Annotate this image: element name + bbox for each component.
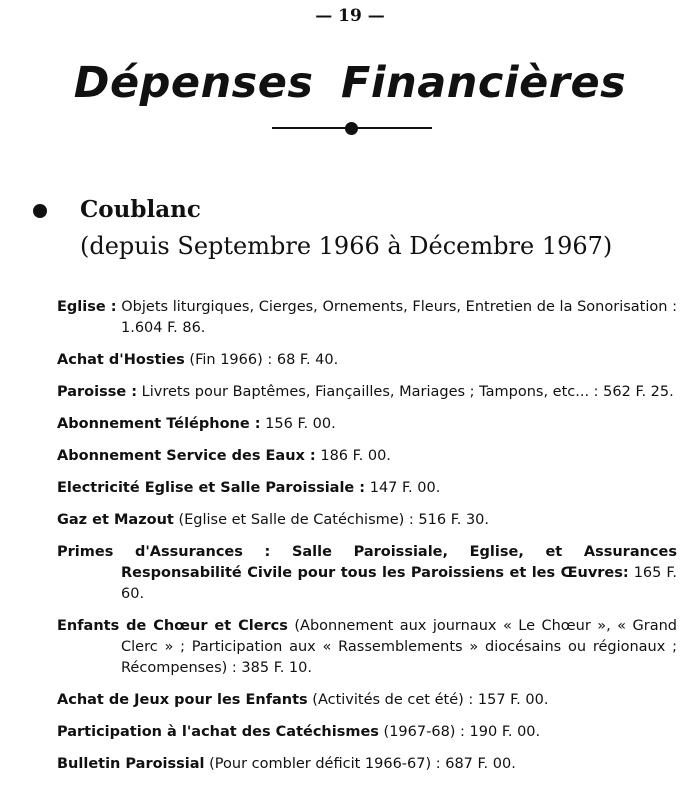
expense-entry: [57, 754, 677, 775]
expense-detail: (Fin 1966) : 68 F. 40.: [184, 352, 339, 368]
expense-label: Eglise :: [57, 299, 117, 315]
expense-label: Paroisse :: [57, 384, 138, 400]
expense-entry: [57, 478, 677, 499]
expense-label: Enfants de Chœur et Clercs: [57, 618, 288, 634]
expense-entry: [57, 446, 677, 467]
expense-detail: (Pour combler déficit 1966-67) : 687 F. 00.: [204, 756, 516, 772]
section-period: (depuis Septembre 1966 à Décembre 1967): [80, 232, 613, 260]
expense-detail: Objets liturgiques, Cierges, Ornements, Fleurs, Entretien de la Sonorisation : 1.604 F. 86.: [116, 299, 677, 336]
expense-entry: [57, 382, 677, 403]
page-title: Dépenses Financières: [73, 58, 627, 108]
expense-label: Electricité Eglise et Salle Paroissiale :: [57, 480, 366, 496]
ornament-dot: [345, 122, 358, 135]
section-title: Coublanc: [80, 196, 201, 223]
expense-label: Achat d'Hosties: [57, 352, 185, 368]
expense-detail: (1967-68) : 190 F. 00.: [378, 724, 541, 740]
expense-label: Abonnement Téléphone :: [57, 416, 261, 432]
expense-detail: 165 F. 60.: [121, 565, 677, 602]
expense-detail: 147 F. 00.: [365, 480, 441, 496]
expense-entry: [57, 722, 677, 743]
expense-entry: [57, 297, 677, 339]
expense-label: Participation à l'achat des Catéchismes: [57, 724, 379, 740]
expense-detail: Livrets pour Baptêmes, Fiançailles, Mariages ; Tampons, etc... : 562 F. 25.: [137, 384, 674, 400]
expense-detail: 156 F. 00.: [260, 416, 336, 432]
page-number: — 19 —: [315, 6, 385, 26]
expense-detail: 186 F. 00.: [315, 448, 391, 464]
title-ornament: [272, 120, 432, 136]
expense-label: Gaz et Mazout: [57, 512, 174, 528]
expense-entry: [57, 690, 677, 711]
expense-label: Achat de Jeux pour les Enfants: [57, 692, 308, 708]
expense-label: Abonnement Service des Eaux :: [57, 448, 316, 464]
expense-entry: [57, 350, 677, 371]
expense-entry: [57, 616, 677, 679]
expense-entry: [57, 542, 677, 605]
expense-detail: (Eglise et Salle de Catéchisme) : 516 F. 30.: [173, 512, 490, 528]
expense-entry: [57, 414, 677, 435]
expense-list: [57, 297, 677, 786]
section-bullet-icon: [33, 204, 47, 218]
expense-detail: (Abonnement aux journaux « Le Chœur », « Grand Clerc » ; Participation aux « Rassemblements » diocésains ou régionaux ; Récompenses) : 385 F. 10.: [121, 618, 677, 676]
expense-label: Bulletin Paroissial: [57, 756, 205, 772]
expense-label: Primes d'Assurances : Salle Paroissiale, Eglise, et Assurances Responsabilité Civile pour tous les Paroissiens et les Œuvres:: [57, 544, 677, 581]
expense-entry: [57, 510, 677, 531]
expense-detail: (Activités de cet été) : 157 F. 00.: [307, 692, 549, 708]
